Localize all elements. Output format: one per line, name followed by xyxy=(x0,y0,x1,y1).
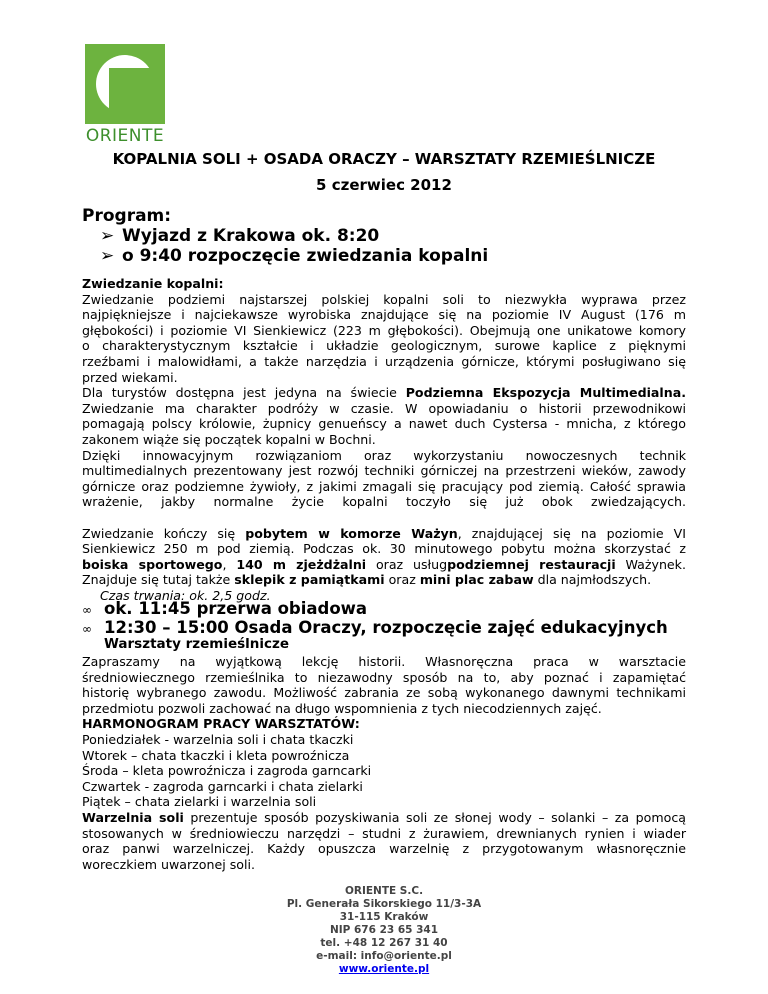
harmonogram-heading: HARMONOGRAM PRACY WARSZTATÓW: xyxy=(82,716,360,732)
slide: 140 m zjeżdżalni xyxy=(236,556,367,572)
footer-city: 31-115 Kraków xyxy=(339,911,429,923)
arrow-bullet-icon: ➢ xyxy=(100,246,115,266)
schedule-item xyxy=(82,618,668,637)
footer xyxy=(0,885,768,976)
infinity-bullet-icon: ∞ xyxy=(82,603,92,617)
mine-line: głębokości) i poziomie VI Sienkiewicz (223 m głębokości). Obejmują one unikatowe komory xyxy=(82,322,686,338)
mine-line: najpiękniejsze i najciekawsze wyrobiska znajdujące się na poziomie IV August (176 m xyxy=(82,307,686,323)
footer-nip: NIP 676 23 65 341 xyxy=(329,924,439,936)
program-item xyxy=(100,226,379,246)
schedule-text: ok. 11:45 przerwa obiadowa xyxy=(104,599,368,618)
footer-street: Pl. Generała Sikorskiego 11/3-3A xyxy=(286,898,482,910)
day-item: Piątek – chata zielarki i warzelnia soli xyxy=(82,794,317,810)
workshops-heading: Warsztaty rzemieślnicze xyxy=(104,636,290,652)
mine-duration: Czas trwania: ok. 2,5 godz. xyxy=(100,587,271,603)
mine-line: Dzięki innowacyjnym rozwiązaniom oraz wykorzystaniu nowoczesnych technik xyxy=(82,447,686,463)
mine-line: Zwiedzanie podziemi najstarszej polskiej kopalni soli to niezwykła wyprawa przez xyxy=(82,291,686,307)
day-item: Środa – kleta powroźnicza i zagroda garncarki xyxy=(82,763,372,779)
souvenir-shop: sklepik z pamiątkami xyxy=(234,572,385,588)
mine-line xyxy=(82,385,686,401)
schedule-item xyxy=(82,599,367,618)
workshop-line: woreczkiem uwarzonej soli. xyxy=(82,856,255,872)
program-item-text: Wyjazd z Krakowa ok. 8:20 xyxy=(122,226,380,246)
workshop-line: historię wybranego zawodu. Możliwość zabrania ze sobą wykonanego dawnymi technikami xyxy=(82,685,686,701)
mine-section xyxy=(82,276,686,603)
mine-line: zakonem wiąże się początek kopalni w Bochni. xyxy=(82,431,376,447)
wazyn-chamber: pobytem w komorze Ważyn xyxy=(245,525,458,541)
footer-email: e-mail: info@oriente.pl xyxy=(316,950,452,962)
oriente-logo-icon xyxy=(85,44,165,124)
day-item: Wtorek – chata tkaczki i kleta powroźnicza xyxy=(82,747,350,763)
program-item xyxy=(100,246,488,266)
logo-text: ORIENTE xyxy=(85,126,165,146)
mine-line: rzeźbami i malowidłami, a także narzędzia i urządzenia górnicze, którymi posługiwano się xyxy=(82,353,686,369)
document-date: 5 czerwiec 2012 xyxy=(316,176,452,194)
workshop-line: oraz panwi warzelniczej. Każdy opuszcza warzelnię z przygotowanym własnoręcznie xyxy=(82,841,686,857)
playground: mini plac zabaw xyxy=(419,572,534,588)
mine-line: Zwiedzanie ma charakter podróży w czasie. W opowiadaniu o historii przewodnikowi xyxy=(82,400,686,416)
workshops-section xyxy=(82,654,686,872)
workshop-line: stosowanych w średniowieczu narzędzi – studni z żurawiem, drewnianych rynien i wiader xyxy=(82,825,686,841)
document-title: KOPALNIA SOLI + OSADA ORACZY – WARSZTATY RZEMIEŚLNICZE xyxy=(112,150,656,168)
mine-line: pomagają polscy królowie, żupnicy genueńscy a nawet duch Cystersa - mnicha, z którego xyxy=(82,416,686,432)
schedule-text: 12:30 – 15:00 Osada Oraczy, rozpoczęcie zajęć edukacyjnych xyxy=(104,618,668,637)
mine-text: Dla turystów dostępna jest jedyna na świecie xyxy=(82,385,406,401)
mine-line: Zwiedzanie kończy się pobytem w komorze Ważyn, znajdującej się na poziomie VI xyxy=(82,525,686,541)
program-heading: Program: xyxy=(82,206,172,226)
mine-line: boiska sportowego, 140 m zjeżdżalni oraz usługpodziemnej restauracji Ważynek. xyxy=(82,556,686,572)
mine-line: wrażenie, jakby normalne życie kopalni toczyło się już obok zwiedzających. xyxy=(82,494,686,510)
program-item-text: o 9:40 rozpoczęcie zwiedzania kopalni xyxy=(122,246,489,266)
workshop-line: przedmiotu pozwoli zachować na długo wspomnienia z tych niecodziennych zajęć. xyxy=(82,700,602,716)
mine-line: Znajduje się tutaj także sklepik z pamiątkami oraz mini plac zabaw dla najmłodszych. xyxy=(82,572,652,588)
workshop-line: Zapraszamy na wyjątkową lekcję historii. Własnoręczna praca w warsztacie xyxy=(82,654,686,669)
salt-works: Warzelnia soli xyxy=(82,809,184,825)
mine-line: górnicze oraz podziemne żywioły, z jakimi zmagali się pracujący pod ziemią. Całość sprawia xyxy=(82,478,686,494)
restaurant: podziemnej restauracji xyxy=(447,556,616,572)
arrow-bullet-icon: ➢ xyxy=(100,226,115,246)
infinity-bullet-icon: ∞ xyxy=(82,622,92,636)
day-item: Poniedziałek - warzelnia soli i chata tkaczki xyxy=(82,731,354,747)
mine-line: multimedialnych prezentowany jest rozwój techniki górniczej na przestrzeni wieków, zawody xyxy=(82,463,686,479)
oriente-logo xyxy=(85,44,165,146)
sports-field: boiska sportowego xyxy=(82,556,223,572)
mine-line: Sienkiewicz 250 m pod ziemią. Podczas ok. 30 minutowego pobytu można skorzystać z xyxy=(82,541,686,557)
footer-tel: tel. +48 12 267 31 40 xyxy=(320,937,448,949)
day-item: Czwartek - zagroda garncarki i chata zielarki xyxy=(82,778,363,794)
mine-heading: Zwiedzanie kopalni: xyxy=(82,276,224,291)
footer-company: ORIENTE S.C. xyxy=(344,885,424,897)
spacer xyxy=(82,510,686,526)
workshop-line: średniowiecznego rzemieślnika to niezawodny sposób na to, aby poznać i zapamiętać xyxy=(82,669,686,685)
multimedia-exposition: Podziemna Ekspozycja Multimedialna. xyxy=(405,385,686,401)
website-link[interactable]: www.oriente.pl xyxy=(338,963,430,975)
workshop-line: Warzelnia soli prezentuje sposób pozyskiwania soli ze słonej wody – solanki – za pomocą xyxy=(82,809,686,825)
mine-line: o charakterystycznym kształcie i układzie geologicznym, surowe kaplice z pięknymi xyxy=(82,338,686,354)
mine-line: przed wiekami. xyxy=(82,369,178,385)
